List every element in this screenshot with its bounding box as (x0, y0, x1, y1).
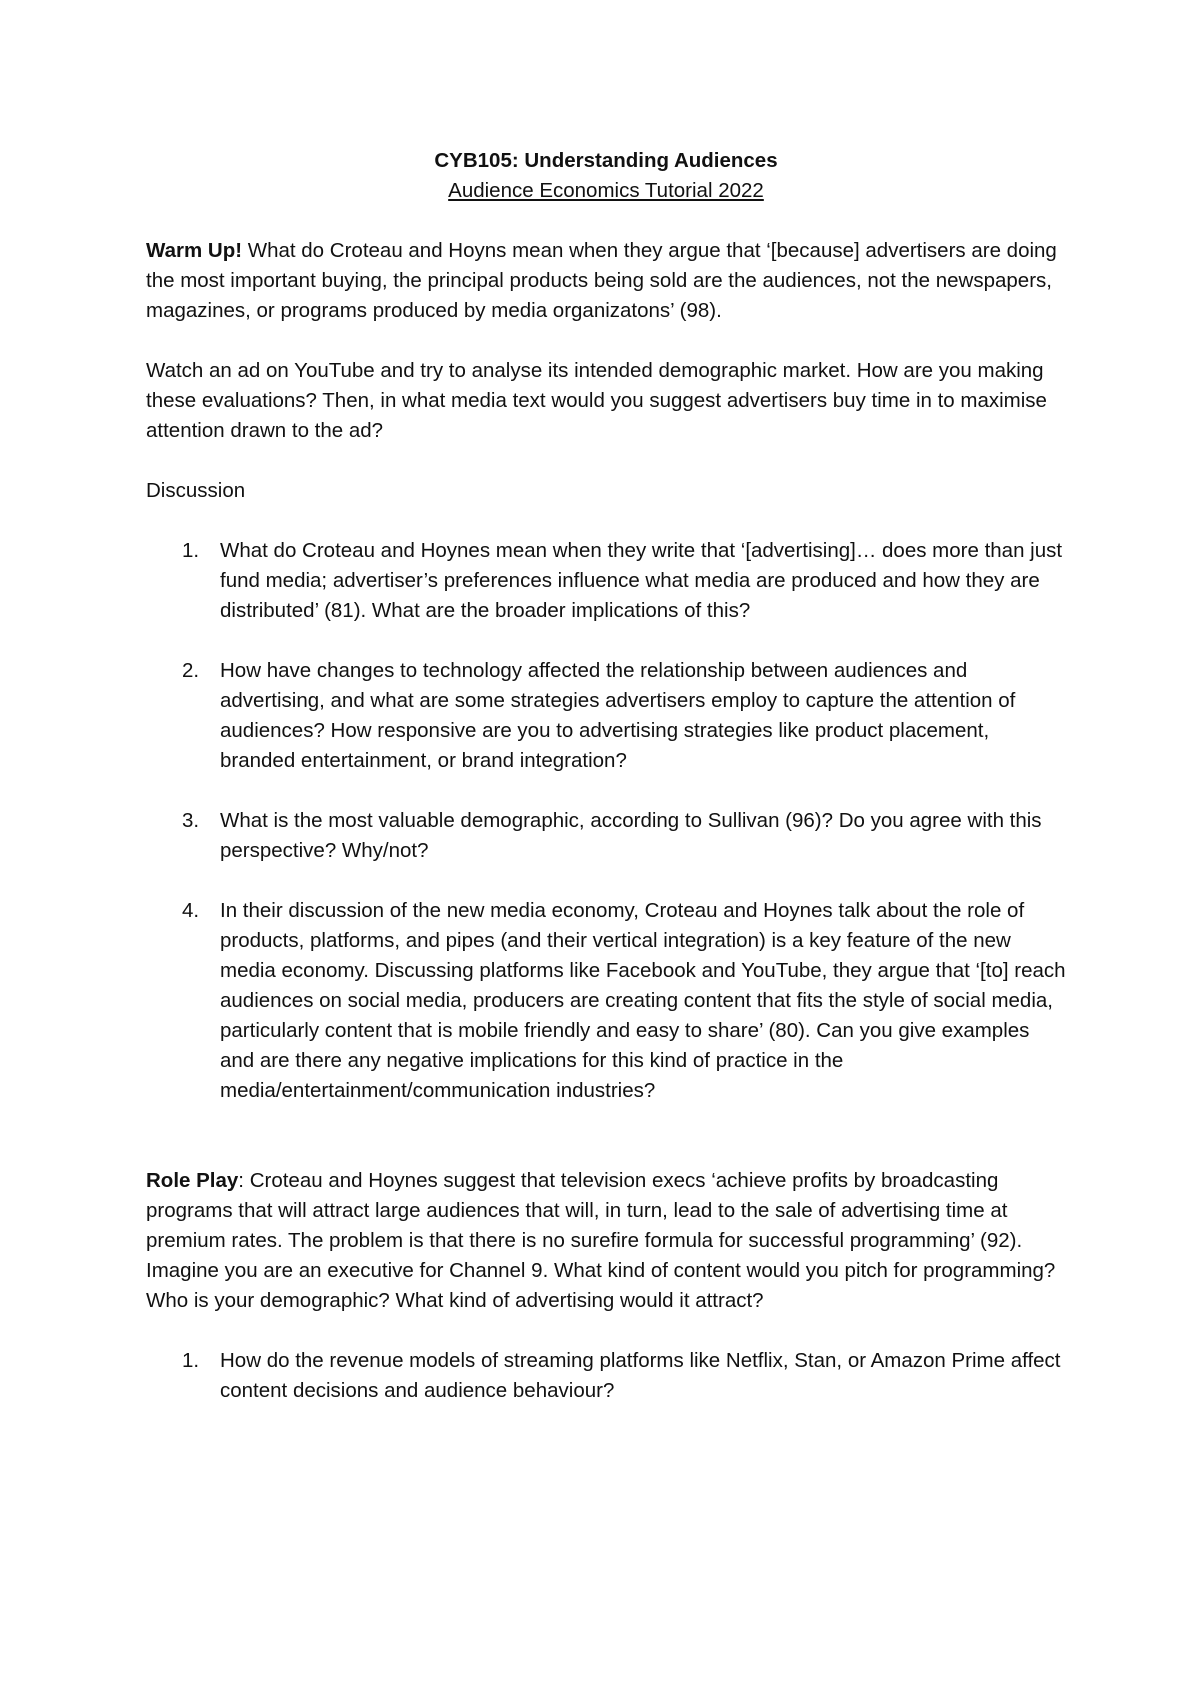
list-item (146, 806, 1066, 866)
role-play-text: : Croteau and Hoynes suggest that television execs ‘achieve profits by broadcasting programs that will attract large audiences that will, in turn, lead to the sale of advertising time at premium rates. The problem is that there is no surefire formula for successful programming’ (92). Imagine you are an executive for Channel 9. What kind of content would you pitch for programming? Who is your demographic? What kind of advertising would it attract? (146, 1169, 1056, 1312)
list-item (146, 1346, 1066, 1406)
youtube-task-paragraph: Watch an ad on YouTube and try to analyse its intended demographic market. How are you making these evaluations? Then, in what media text would you suggest advertisers buy time in to maximise attention drawn to the ad? (146, 359, 1047, 442)
role-play-label: Role Play (146, 1169, 239, 1192)
list-item-text: What do Croteau and Hoynes mean when they write that ‘[advertising]… does more than just fund media; advertiser’s preferences influence what media are produced and how they are distributed’ (81). What are the broader implications of this? (220, 539, 1063, 622)
document-page (146, 146, 1066, 1436)
list-item-number: 4. (182, 899, 200, 922)
list-item-number: 2. (182, 659, 200, 682)
list-item-text: In their discussion of the new media economy, Croteau and Hoynes talk about the role of products, platforms, and pipes (and their vertical integration) is a key feature of the new media economy. Discussing platforms like Facebook and YouTube, they argue that ‘[to] reach audiences on social media, producers are creating content that fits the style of social media, particularly content that is mobile friendly and easy to share’ (80). Can you give examples and are there any negative implications for this kind of practice in the media/entertainment/communication industries? (220, 899, 1066, 1102)
list-item (146, 896, 1066, 1106)
list-item-number: 3. (182, 809, 200, 832)
list-item-number: 1. (182, 1349, 200, 1372)
discussion-list (146, 536, 1066, 1106)
discussion-heading: Discussion (146, 479, 246, 502)
warm-up-text: What do Croteau and Hoyns mean when they argue that ‘[because] advertisers are doing the most important buying, the principal products being sold are the audiences, not the newspapers, magazines, or programs produced by media organizatons’ (98). (146, 239, 1057, 322)
list-item-number: 1. (182, 539, 200, 562)
warm-up-label: Warm Up! (146, 239, 243, 262)
role-play-list (146, 1346, 1066, 1406)
list-item (146, 656, 1066, 776)
section-spacer (146, 1136, 1066, 1166)
role-play-paragraph (146, 1166, 1066, 1316)
list-item (146, 536, 1066, 626)
warm-up-paragraph (146, 236, 1066, 326)
list-item-text: How do the revenue models of streaming platforms like Netflix, Stan, or Amazon Prime affect content decisions and audience behaviour? (220, 1349, 1061, 1402)
list-item-text: How have changes to technology affected the relationship between audiences and advertising, and what are some strategies advertisers employ to capture the attention of audiences? How responsive are you to advertising strategies like product placement, branded entertainment, or brand integration? (220, 659, 1016, 772)
document-subtitle: Audience Economics Tutorial 2022 (448, 179, 764, 202)
document-title: CYB105: Understanding Audiences (434, 149, 778, 172)
list-item-text: What is the most valuable demographic, according to Sullivan (96)? Do you agree with this perspective? Why/not? (220, 809, 1042, 862)
